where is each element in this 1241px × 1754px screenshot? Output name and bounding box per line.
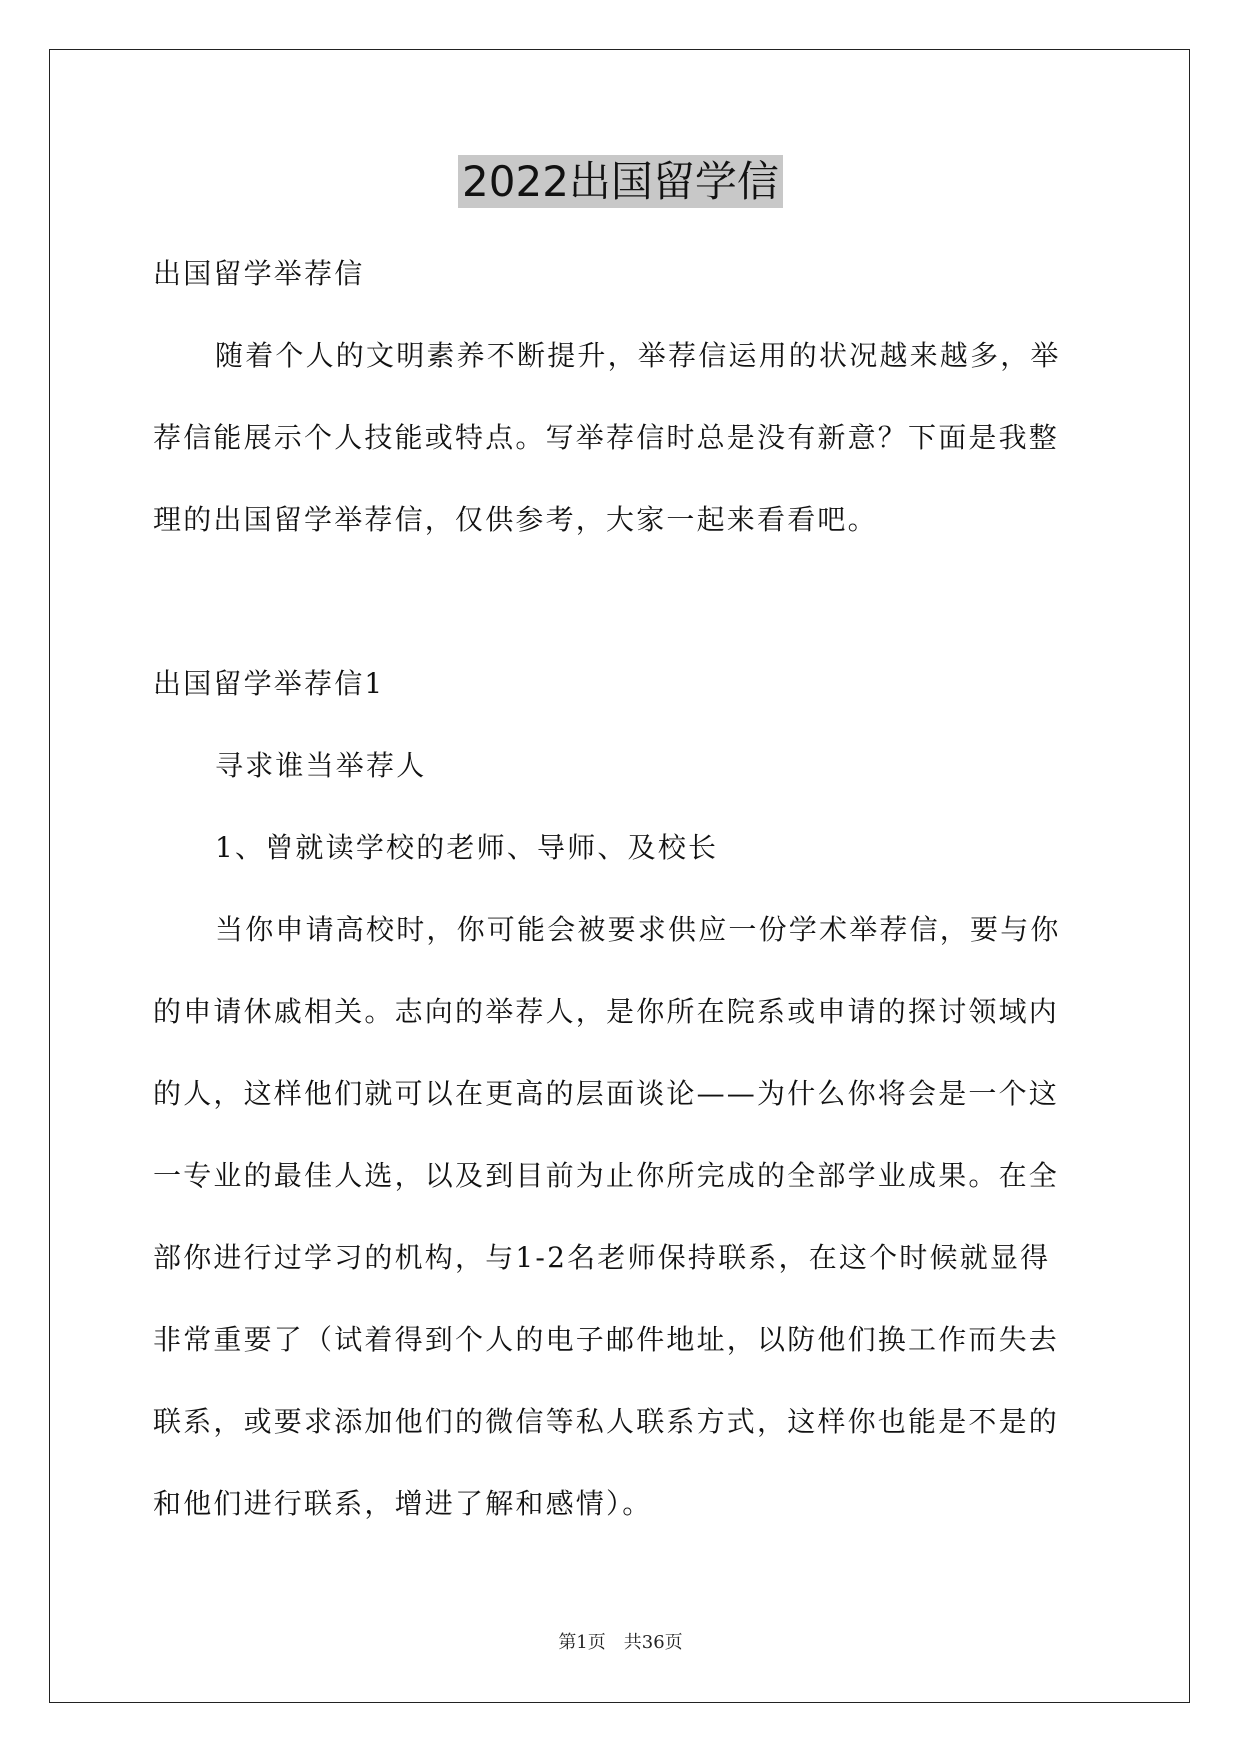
document-title bbox=[0, 152, 1241, 212]
letter1-para-line-4: 一专业的最佳人选，以及到目前为止你所完成的全部学业成果。在全 bbox=[153, 1159, 1060, 1192]
letter1-subheading: 寻求谁当举荐人 bbox=[215, 749, 427, 782]
intro-line-2: 荐信能展示个人技能或特点。写举荐信时总是没有新意？下面是我整 bbox=[153, 421, 1060, 454]
letter1-para-line-2: 的申请休戚相关。志向的举荐人，是你所在院系或申请的探讨领域内 bbox=[153, 995, 1060, 1028]
letter1-para-line-5: 部你进行过学习的机构，与1-2名老师保持联系，在这个时候就显得 bbox=[153, 1241, 1051, 1274]
document-body bbox=[153, 233, 1089, 1545]
letter1-para-line-3: 的人，这样他们就可以在更高的层面谈论——为什么你将会是一个这 bbox=[153, 1077, 1060, 1110]
page-footer: 第1页 共36页 bbox=[558, 1632, 683, 1653]
section-heading: 出国留学举荐信 bbox=[153, 257, 365, 290]
intro-line-3: 理的出国留学举荐信，仅供参考，大家一起来看看吧。 bbox=[153, 503, 878, 536]
letter1-para-line-7: 联系，或要求添加他们的微信等私人联系方式，这样你也能是不是的 bbox=[153, 1405, 1060, 1438]
intro-line-1: 随着个人的文明素养不断提升，举荐信运用的状况越来越多，举 bbox=[215, 339, 1061, 372]
document-title-text: 2022出国留学信 bbox=[458, 155, 783, 208]
letter1-item-1: 1、曾就读学校的老师、导师、及校长 bbox=[215, 831, 719, 864]
blank-line bbox=[153, 561, 1089, 643]
letter1-para-line-8: 和他们进行联系，增进了解和感情）。 bbox=[153, 1487, 653, 1520]
letter1-para-line-6: 非常重要了（试着得到个人的电子邮件地址，以防他们换工作而失去 bbox=[153, 1323, 1060, 1356]
letter1-heading: 出国留学举荐信1 bbox=[153, 667, 385, 700]
letter1-para-line-1: 当你申请高校时，你可能会被要求供应一份学术举荐信，要与你 bbox=[215, 913, 1061, 946]
